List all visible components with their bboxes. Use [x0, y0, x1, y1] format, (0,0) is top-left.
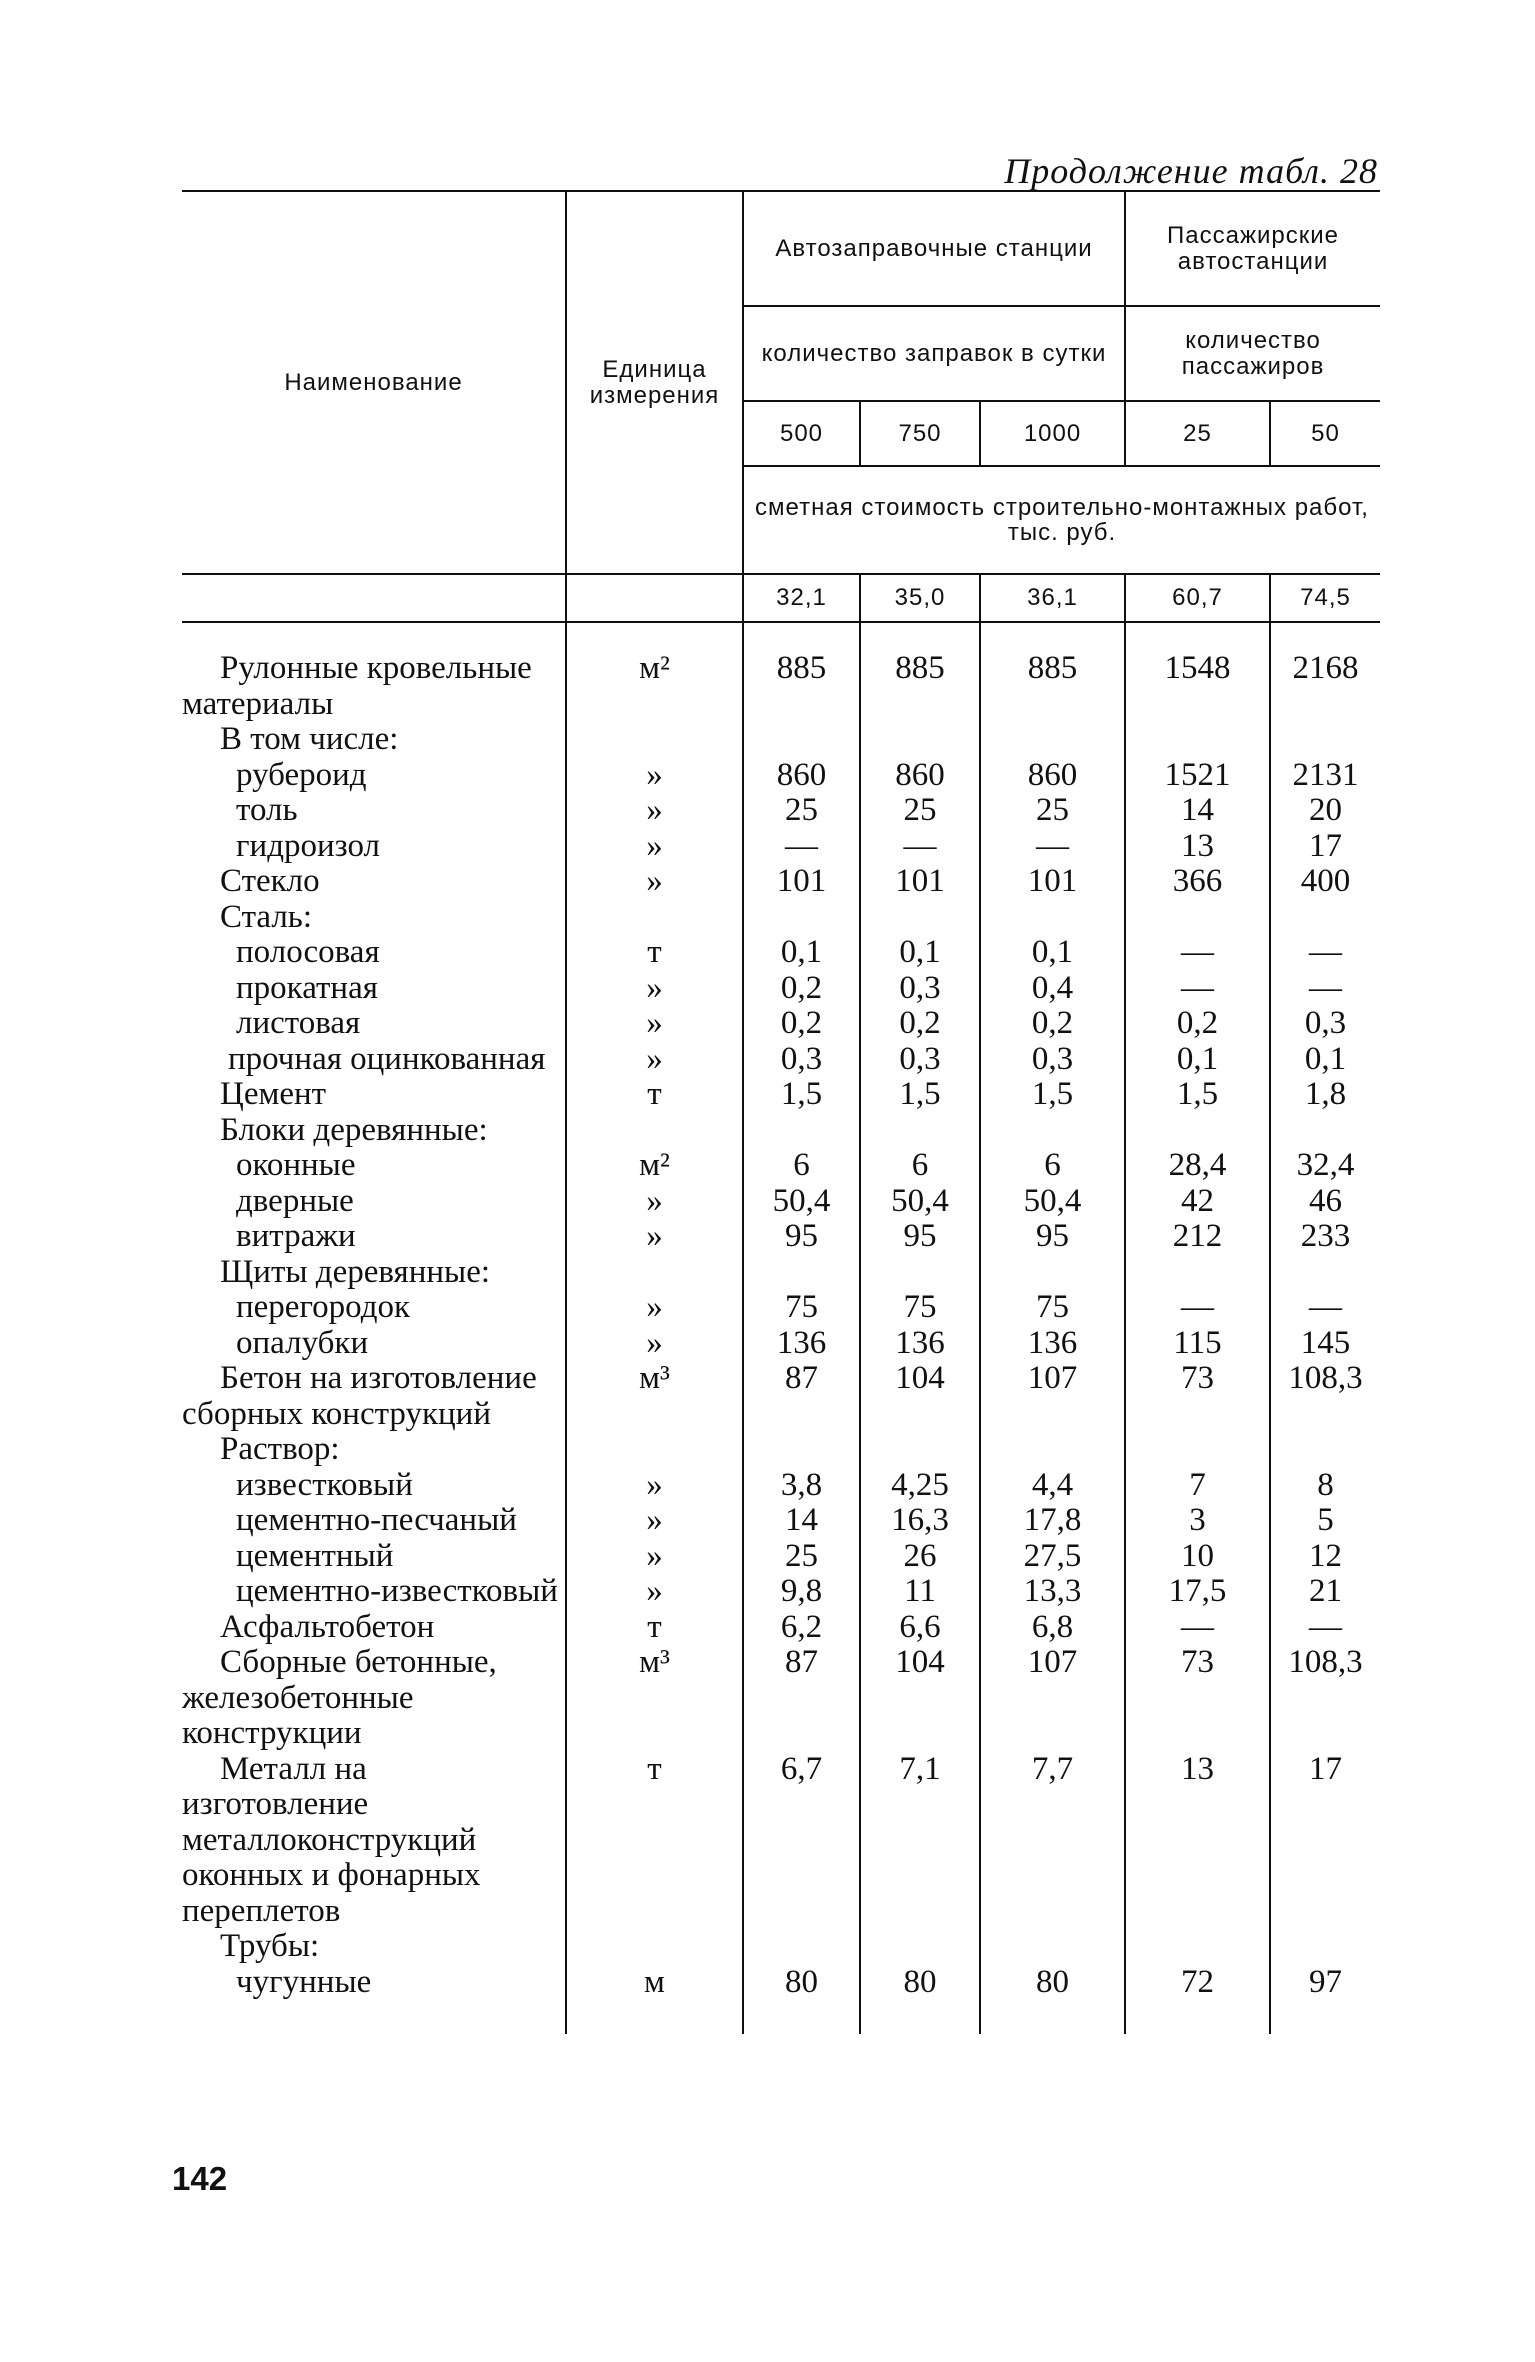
- row-value: 20: [1270, 793, 1380, 829]
- row-value: [743, 1929, 860, 1965]
- table-row: [182, 1219, 1380, 1255]
- row-value: 1,5: [860, 1077, 980, 1113]
- row-value: [980, 900, 1125, 936]
- capacity-25: 25: [1125, 401, 1270, 466]
- row-value: 6,2: [743, 1610, 860, 1646]
- row-value: 50,4: [860, 1184, 980, 1220]
- row-unit: »: [566, 864, 743, 900]
- unit-header-spacer: [566, 574, 743, 622]
- row-value: [980, 1113, 1125, 1149]
- table-row: [182, 1184, 1380, 1220]
- row-value: 8: [1270, 1468, 1380, 1504]
- row-value: —: [1125, 971, 1270, 1007]
- row-value: 28,4: [1125, 1148, 1270, 1184]
- table-row: [182, 1468, 1380, 1504]
- row-name: Щиты деревянные:: [220, 1253, 491, 1290]
- row-value: 0,1: [1270, 1042, 1380, 1078]
- row-value: 136: [860, 1326, 980, 1362]
- row-unit: [566, 1432, 743, 1468]
- row-value: 17,8: [980, 1503, 1125, 1539]
- table-row: [182, 1645, 1380, 1752]
- unit-column-header: Единица измерения: [566, 191, 743, 574]
- row-value: 10: [1125, 1539, 1270, 1575]
- row-value: 73: [1125, 1645, 1270, 1752]
- cost-750: 35,0: [860, 574, 980, 622]
- cost-25: 60,7: [1125, 574, 1270, 622]
- row-value: 0,2: [1125, 1006, 1270, 1042]
- subheader-passengers: количество пассажиров: [1125, 306, 1380, 401]
- row-value: 0,1: [980, 935, 1125, 971]
- row-value: —: [1125, 935, 1270, 971]
- row-name: Раствор:: [220, 1431, 340, 1467]
- table-row: [182, 1255, 1380, 1291]
- row-unit: »: [566, 971, 743, 1007]
- row-value: 17,5: [1125, 1574, 1270, 1610]
- row-value: 87: [743, 1645, 860, 1752]
- row-value: [743, 1255, 860, 1291]
- row-value: 1,5: [980, 1077, 1125, 1113]
- row-unit: »: [566, 1503, 743, 1539]
- table-row: [182, 1326, 1380, 1362]
- row-value: 50,4: [743, 1184, 860, 1220]
- row-unit: [566, 1255, 743, 1291]
- group-header-bus-stations: Пассажирские автостанции: [1125, 191, 1380, 306]
- row-value: —: [1270, 1610, 1380, 1646]
- row-value: 5: [1270, 1503, 1380, 1539]
- table-row: [182, 758, 1380, 794]
- row-name: дверные: [236, 1182, 354, 1219]
- row-name: перегородок: [236, 1289, 411, 1325]
- row-unit: »: [566, 793, 743, 829]
- group-header-fuel-stations: Автозаправочные станции: [743, 191, 1125, 306]
- row-value: 1,8: [1270, 1077, 1380, 1113]
- row-value: 7: [1125, 1468, 1270, 1504]
- row-value: 95: [980, 1219, 1125, 1255]
- row-value: 0,4: [980, 971, 1125, 1007]
- row-value: 7,1: [860, 1752, 980, 1930]
- row-value: 101: [860, 864, 980, 900]
- row-name: В том числе:: [220, 721, 399, 757]
- row-name: Блоки деревянные:: [220, 1111, 488, 1148]
- row-unit: »: [566, 1574, 743, 1610]
- row-value: —: [1125, 1290, 1270, 1326]
- row-unit: »: [566, 1006, 743, 1042]
- table-row: [182, 1361, 1380, 1432]
- row-name: гидроизол: [236, 827, 381, 864]
- row-value: 0,1: [1125, 1042, 1270, 1078]
- table-row: [182, 829, 1380, 865]
- row-name: цементный: [236, 1537, 394, 1574]
- row-name: цементно-песчаный: [236, 1502, 517, 1538]
- row-value: 1,5: [1125, 1077, 1270, 1113]
- row-value: 2168: [1270, 622, 1380, 722]
- row-value: 885: [860, 622, 980, 722]
- row-value: [1270, 1432, 1380, 1468]
- row-value: 0,2: [980, 1006, 1125, 1042]
- row-unit: »: [566, 1042, 743, 1078]
- row-value: —: [980, 829, 1125, 865]
- row-value: 6,6: [860, 1610, 980, 1646]
- row-value: [860, 1113, 980, 1149]
- subheader-refuelings: количество заправок в сутки: [743, 306, 1125, 401]
- row-name: рубероид: [236, 756, 367, 793]
- row-unit: »: [566, 758, 743, 794]
- row-value: 25: [860, 793, 980, 829]
- capacity-1000: 1000: [980, 401, 1125, 466]
- row-value: 6: [980, 1148, 1125, 1184]
- row-value: 0,1: [743, 935, 860, 971]
- row-value: [980, 1929, 1125, 1965]
- row-unit: т: [566, 1077, 743, 1113]
- name-header-spacer: [182, 574, 566, 622]
- row-value: 6: [860, 1148, 980, 1184]
- row-value: [980, 1432, 1125, 1468]
- row-value: 115: [1125, 1326, 1270, 1362]
- table-row: [182, 1042, 1380, 1078]
- row-value: 97: [1270, 1965, 1380, 2035]
- row-value: [860, 1255, 980, 1291]
- row-name: Металл на изготовление металлоконструкций оконных и фонарных переплетов: [182, 1750, 481, 1929]
- row-value: 860: [980, 758, 1125, 794]
- row-value: [1270, 1113, 1380, 1149]
- row-unit: м³: [566, 1361, 743, 1432]
- row-value: 0,2: [860, 1006, 980, 1042]
- row-value: 95: [860, 1219, 980, 1255]
- row-value: 101: [743, 864, 860, 900]
- row-name: Сталь:: [220, 898, 313, 935]
- row-value: 145: [1270, 1326, 1380, 1362]
- row-value: 104: [860, 1361, 980, 1432]
- row-value: [1125, 1255, 1270, 1291]
- row-name: Трубы:: [220, 1928, 320, 1964]
- cost-50: 74,5: [1270, 574, 1380, 622]
- row-value: 32,4: [1270, 1148, 1380, 1184]
- row-name: Асфальтобетон: [220, 1608, 435, 1645]
- row-value: 104: [860, 1645, 980, 1752]
- row-value: [860, 1432, 980, 1468]
- row-value: 233: [1270, 1219, 1380, 1255]
- row-value: 87: [743, 1361, 860, 1432]
- row-unit: [566, 1113, 743, 1149]
- row-value: 17: [1270, 1752, 1380, 1930]
- row-name: толь: [236, 792, 298, 828]
- row-name: оконные: [236, 1147, 356, 1183]
- row-value: 4,25: [860, 1468, 980, 1504]
- row-value: 0,3: [1270, 1006, 1380, 1042]
- row-value: [743, 900, 860, 936]
- row-value: 108,3: [1270, 1645, 1380, 1752]
- row-name: прочная оцинкованная: [228, 1040, 546, 1077]
- row-name: опалубки: [236, 1324, 369, 1361]
- row-value: 212: [1125, 1219, 1270, 1255]
- table-row: [182, 971, 1380, 1007]
- row-value: 108,3: [1270, 1361, 1380, 1432]
- row-value: 136: [743, 1326, 860, 1362]
- capacity-50: 50: [1270, 401, 1380, 466]
- row-value: 1,5: [743, 1077, 860, 1113]
- row-value: —: [743, 829, 860, 865]
- row-name: Стекло: [220, 863, 320, 899]
- row-value: [860, 722, 980, 758]
- row-value: 25: [743, 1539, 860, 1575]
- row-name: прокатная: [236, 969, 378, 1006]
- row-name: чугунные: [236, 1963, 372, 2000]
- row-value: [860, 1929, 980, 1965]
- materials-table: [182, 190, 1380, 2034]
- row-value: —: [1270, 1290, 1380, 1326]
- row-value: 3,8: [743, 1468, 860, 1504]
- row-unit: м: [566, 1965, 743, 2035]
- row-value: 72: [1125, 1965, 1270, 2035]
- row-value: 75: [980, 1290, 1125, 1326]
- row-value: 95: [743, 1219, 860, 1255]
- row-value: 80: [743, 1965, 860, 2035]
- cost-label: сметная стоимость строительно-монтажных работ, тыс. руб.: [743, 466, 1380, 574]
- row-value: 860: [743, 758, 860, 794]
- table-row: [182, 1148, 1380, 1184]
- row-name: Рулонные кровельные материалы: [182, 650, 532, 722]
- row-value: [980, 722, 1125, 758]
- row-value: 27,5: [980, 1539, 1125, 1575]
- row-value: 14: [743, 1503, 860, 1539]
- row-value: —: [860, 829, 980, 865]
- row-value: 25: [743, 793, 860, 829]
- row-value: 25: [980, 793, 1125, 829]
- row-value: 0,3: [860, 971, 980, 1007]
- row-value: 80: [980, 1965, 1125, 2035]
- row-value: 0,2: [743, 1006, 860, 1042]
- table-row: [182, 900, 1380, 936]
- row-value: 73: [1125, 1361, 1270, 1432]
- row-unit: »: [566, 829, 743, 865]
- row-value: [860, 900, 980, 936]
- row-unit: »: [566, 1184, 743, 1220]
- table-row: [182, 1113, 1380, 1149]
- row-value: 1548: [1125, 622, 1270, 722]
- table-caption: Продолжение табл. 28: [1004, 151, 1378, 191]
- row-name: Бетон на изготовление сборных конструкций: [182, 1360, 537, 1432]
- row-value: [1270, 722, 1380, 758]
- row-unit: [566, 1929, 743, 1965]
- row-value: [1270, 900, 1380, 936]
- table-row: [182, 1539, 1380, 1575]
- row-value: 885: [980, 622, 1125, 722]
- row-unit: [566, 722, 743, 758]
- row-value: [1270, 1255, 1380, 1291]
- table-row: [182, 1752, 1380, 1930]
- table-row: [182, 864, 1380, 900]
- table-row: [182, 1610, 1380, 1646]
- row-unit: [566, 900, 743, 936]
- row-value: 42: [1125, 1184, 1270, 1220]
- row-value: 75: [743, 1290, 860, 1326]
- row-value: —: [1270, 971, 1380, 1007]
- row-value: [1125, 1929, 1270, 1965]
- table-row: [182, 1965, 1380, 2035]
- row-unit: »: [566, 1219, 743, 1255]
- table-row: [182, 1432, 1380, 1468]
- row-value: 13: [1125, 829, 1270, 865]
- row-value: 0,3: [860, 1042, 980, 1078]
- row-value: 11: [860, 1574, 980, 1610]
- row-value: 860: [860, 758, 980, 794]
- row-value: [980, 1255, 1125, 1291]
- row-unit: »: [566, 1539, 743, 1575]
- table-row: [182, 1077, 1380, 1113]
- row-value: 6,7: [743, 1752, 860, 1930]
- row-unit: »: [566, 1468, 743, 1504]
- row-value: 17: [1270, 829, 1380, 865]
- row-value: —: [1270, 935, 1380, 971]
- row-value: [1125, 1113, 1270, 1149]
- row-value: 136: [980, 1326, 1125, 1362]
- row-value: 14: [1125, 793, 1270, 829]
- row-value: [743, 722, 860, 758]
- table-row: [182, 793, 1380, 829]
- row-value: 4,4: [980, 1468, 1125, 1504]
- row-unit: т: [566, 935, 743, 971]
- row-value: 0,2: [743, 971, 860, 1007]
- table-row: [182, 1006, 1380, 1042]
- row-value: 101: [980, 864, 1125, 900]
- row-value: [1125, 722, 1270, 758]
- name-column-header: Наименование: [182, 191, 566, 574]
- row-value: [1125, 900, 1270, 936]
- row-value: 1521: [1125, 758, 1270, 794]
- table-row: [182, 1929, 1380, 1965]
- row-value: 46: [1270, 1184, 1380, 1220]
- row-value: 13,3: [980, 1574, 1125, 1610]
- row-value: 50,4: [980, 1184, 1125, 1220]
- row-name: витражи: [236, 1218, 356, 1254]
- row-value: 2131: [1270, 758, 1380, 794]
- row-name: цементно-известковый: [236, 1573, 558, 1609]
- row-value: 366: [1125, 864, 1270, 900]
- table-row: [182, 1290, 1380, 1326]
- table-row: [182, 1503, 1380, 1539]
- row-value: 12: [1270, 1539, 1380, 1575]
- table-row: [182, 935, 1380, 971]
- row-value: —: [1125, 1610, 1270, 1646]
- cost-1000: 36,1: [980, 574, 1125, 622]
- row-unit: м²: [566, 1148, 743, 1184]
- row-value: 80: [860, 1965, 980, 2035]
- row-name: полосовая: [236, 934, 380, 970]
- capacity-750: 750: [860, 401, 980, 466]
- row-value: 0,3: [743, 1042, 860, 1078]
- capacity-500: 500: [743, 401, 860, 466]
- row-unit: »: [566, 1326, 743, 1362]
- row-value: 9,8: [743, 1574, 860, 1610]
- row-value: 107: [980, 1645, 1125, 1752]
- row-unit: т: [566, 1610, 743, 1646]
- table-row: [182, 1574, 1380, 1610]
- row-value: 26: [860, 1539, 980, 1575]
- row-value: [1125, 1432, 1270, 1468]
- table-row: [182, 622, 1380, 722]
- table-body: [182, 622, 1380, 2034]
- row-value: [1270, 1929, 1380, 1965]
- row-unit: т: [566, 1752, 743, 1930]
- cost-500: 32,1: [743, 574, 860, 622]
- row-value: 0,3: [980, 1042, 1125, 1078]
- row-name: листовая: [236, 1005, 361, 1041]
- row-name: Цемент: [220, 1076, 327, 1112]
- row-unit: м²: [566, 622, 743, 722]
- row-value: 6,8: [980, 1610, 1125, 1646]
- row-value: 7,7: [980, 1752, 1125, 1930]
- row-value: 13: [1125, 1752, 1270, 1930]
- row-value: 21: [1270, 1574, 1380, 1610]
- row-unit: »: [566, 1290, 743, 1326]
- row-value: 400: [1270, 864, 1380, 900]
- row-value: 0,1: [860, 935, 980, 971]
- row-name: известковый: [236, 1466, 413, 1503]
- row-value: 75: [860, 1290, 980, 1326]
- row-unit: м³: [566, 1645, 743, 1752]
- table-row: [182, 722, 1380, 758]
- row-value: [743, 1113, 860, 1149]
- row-value: 6: [743, 1148, 860, 1184]
- row-value: [743, 1432, 860, 1468]
- row-value: 3: [1125, 1503, 1270, 1539]
- row-value: 885: [743, 622, 860, 722]
- row-value: 107: [980, 1361, 1125, 1432]
- row-value: 16,3: [860, 1503, 980, 1539]
- row-name: Сборные бетонные, железобетонные конструкции: [182, 1644, 497, 1751]
- page-number: 142: [172, 2160, 228, 2197]
